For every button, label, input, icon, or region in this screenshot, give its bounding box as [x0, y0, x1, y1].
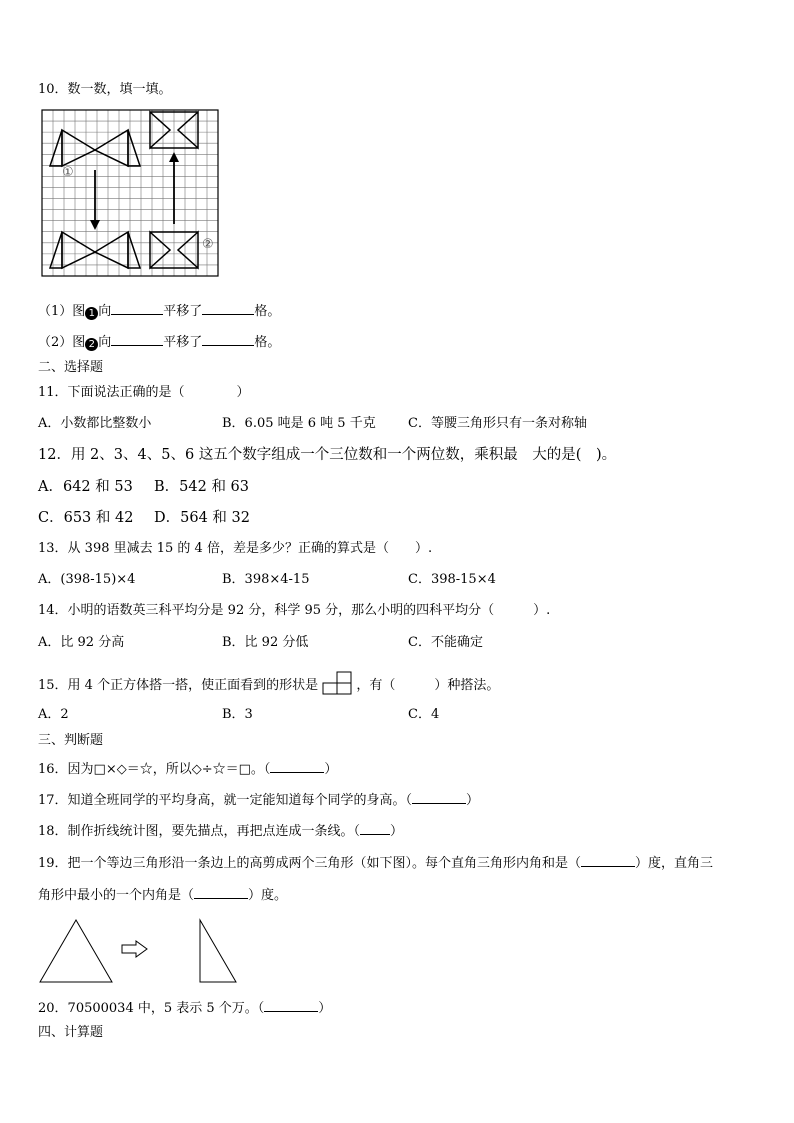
equilateral-triangle [40, 920, 112, 982]
q13-stem: 13．从 398 里减去 15 的 4 倍，差是多少？正确的算式是（ ）. [38, 541, 433, 556]
q18-stem: 18．制作折线统计图，要先描点，再把点连成一条线。（ ） [38, 824, 404, 839]
q11-option-a[interactable]: A．小数都比整数小 [38, 416, 152, 431]
section-heading: 四、计算题 [38, 1025, 104, 1040]
answer-blank[interactable] [202, 302, 254, 315]
q12-option-d[interactable]: D．564 和 32 [154, 510, 250, 526]
answer-blank[interactable] [111, 302, 163, 315]
q11-stem: 11．下面说法正确的是（ ） [38, 385, 250, 400]
section-heading: 三、判断题 [38, 733, 104, 748]
q15-option-a[interactable]: A．2 [38, 707, 69, 722]
answer-blank[interactable] [111, 333, 163, 346]
q12-stem: 12．用 2、3、4、5、6 这五个数字组成一个三位数和一个两位数，乘积最 大的是( )。 [38, 447, 617, 463]
q19-line1: 19．把一个等边三角形沿一条边上的高剪成两个三角形（如下图）。每个直角三角形内角和是（ ）度，直角三 [38, 856, 714, 871]
q14-stem: 14．小明的语数英三科平均分是 92 分，科学 95 分，那么小明的四科平均分（ ）. [38, 603, 551, 618]
figure-1-bottom [50, 232, 140, 268]
q12-option-b[interactable]: B．542 和 63 [154, 479, 250, 495]
q13-option-a[interactable]: A．(398-15)×4 [38, 572, 136, 587]
right-triangle [200, 920, 236, 982]
figure-1-top [50, 130, 140, 166]
q11-option-b[interactable]: B．6.05 吨是 6 吨 5 千克 [222, 416, 376, 431]
q17-stem: 17．知道全班同学的平均身高，就一定能知道每个同学的身高。（ ） [38, 793, 480, 808]
figure-label-2: ② [202, 237, 214, 252]
circled-number-icon: 2 [85, 338, 98, 351]
arrow-up [169, 152, 179, 224]
q14-option-b[interactable]: B．比 92 分低 [222, 635, 309, 650]
answer-blank[interactable] [194, 886, 248, 899]
q10-sub2: （2）图 2 向 平移了 格。 [38, 335, 281, 350]
q10-title: 10．数一数，填一填。 [38, 82, 172, 97]
q13-option-c[interactable]: C．398-15×4 [408, 572, 496, 587]
answer-blank[interactable] [270, 760, 324, 773]
front-view-shape-icon [322, 671, 352, 695]
answer-blank[interactable] [360, 822, 390, 835]
q19-line2: 角形中最小的一个内角是（ ）度。 [38, 888, 288, 903]
answer-blank[interactable] [581, 854, 635, 867]
answer-blank[interactable] [202, 333, 254, 346]
section-heading: 二、选择题 [38, 360, 104, 375]
figure-label-1: ① [62, 165, 74, 180]
answer-blank[interactable] [412, 791, 466, 804]
q11-option-c[interactable]: C．等腰三角形只有一条对称轴 [408, 416, 587, 431]
q15-option-c[interactable]: C．4 [408, 707, 440, 722]
triangle-cut-figure [36, 914, 246, 986]
q12-option-c[interactable]: C．653 和 42 [38, 510, 134, 526]
circled-number-icon: 1 [85, 307, 98, 320]
q12-option-a[interactable]: A．642 和 53 [38, 479, 133, 495]
q15-stem: 15．用 4 个正方体搭一搭，使正面看到的形状是 ，有（ ）种搭法。 [38, 671, 499, 695]
q13-option-b[interactable]: B．398×4-15 [222, 572, 310, 587]
q16-stem: 16．因为□×◇＝☆，所以◇÷☆＝□。（ ） [38, 762, 338, 777]
translation-grid-figure [40, 108, 222, 280]
q15-option-b[interactable]: B．3 [222, 707, 253, 722]
arrow-down [90, 170, 100, 230]
answer-blank[interactable] [264, 999, 318, 1012]
hollow-right-arrow-icon [122, 941, 147, 957]
q14-option-a[interactable]: A．比 92 分高 [38, 635, 125, 650]
q10-sub1: （1）图 1 向 平移了 格。 [38, 304, 281, 319]
q14-option-c[interactable]: C．不能确定 [408, 635, 483, 650]
q20-stem: 20．70500034 中，5 表示 5 个万。（ ） [38, 1001, 332, 1016]
